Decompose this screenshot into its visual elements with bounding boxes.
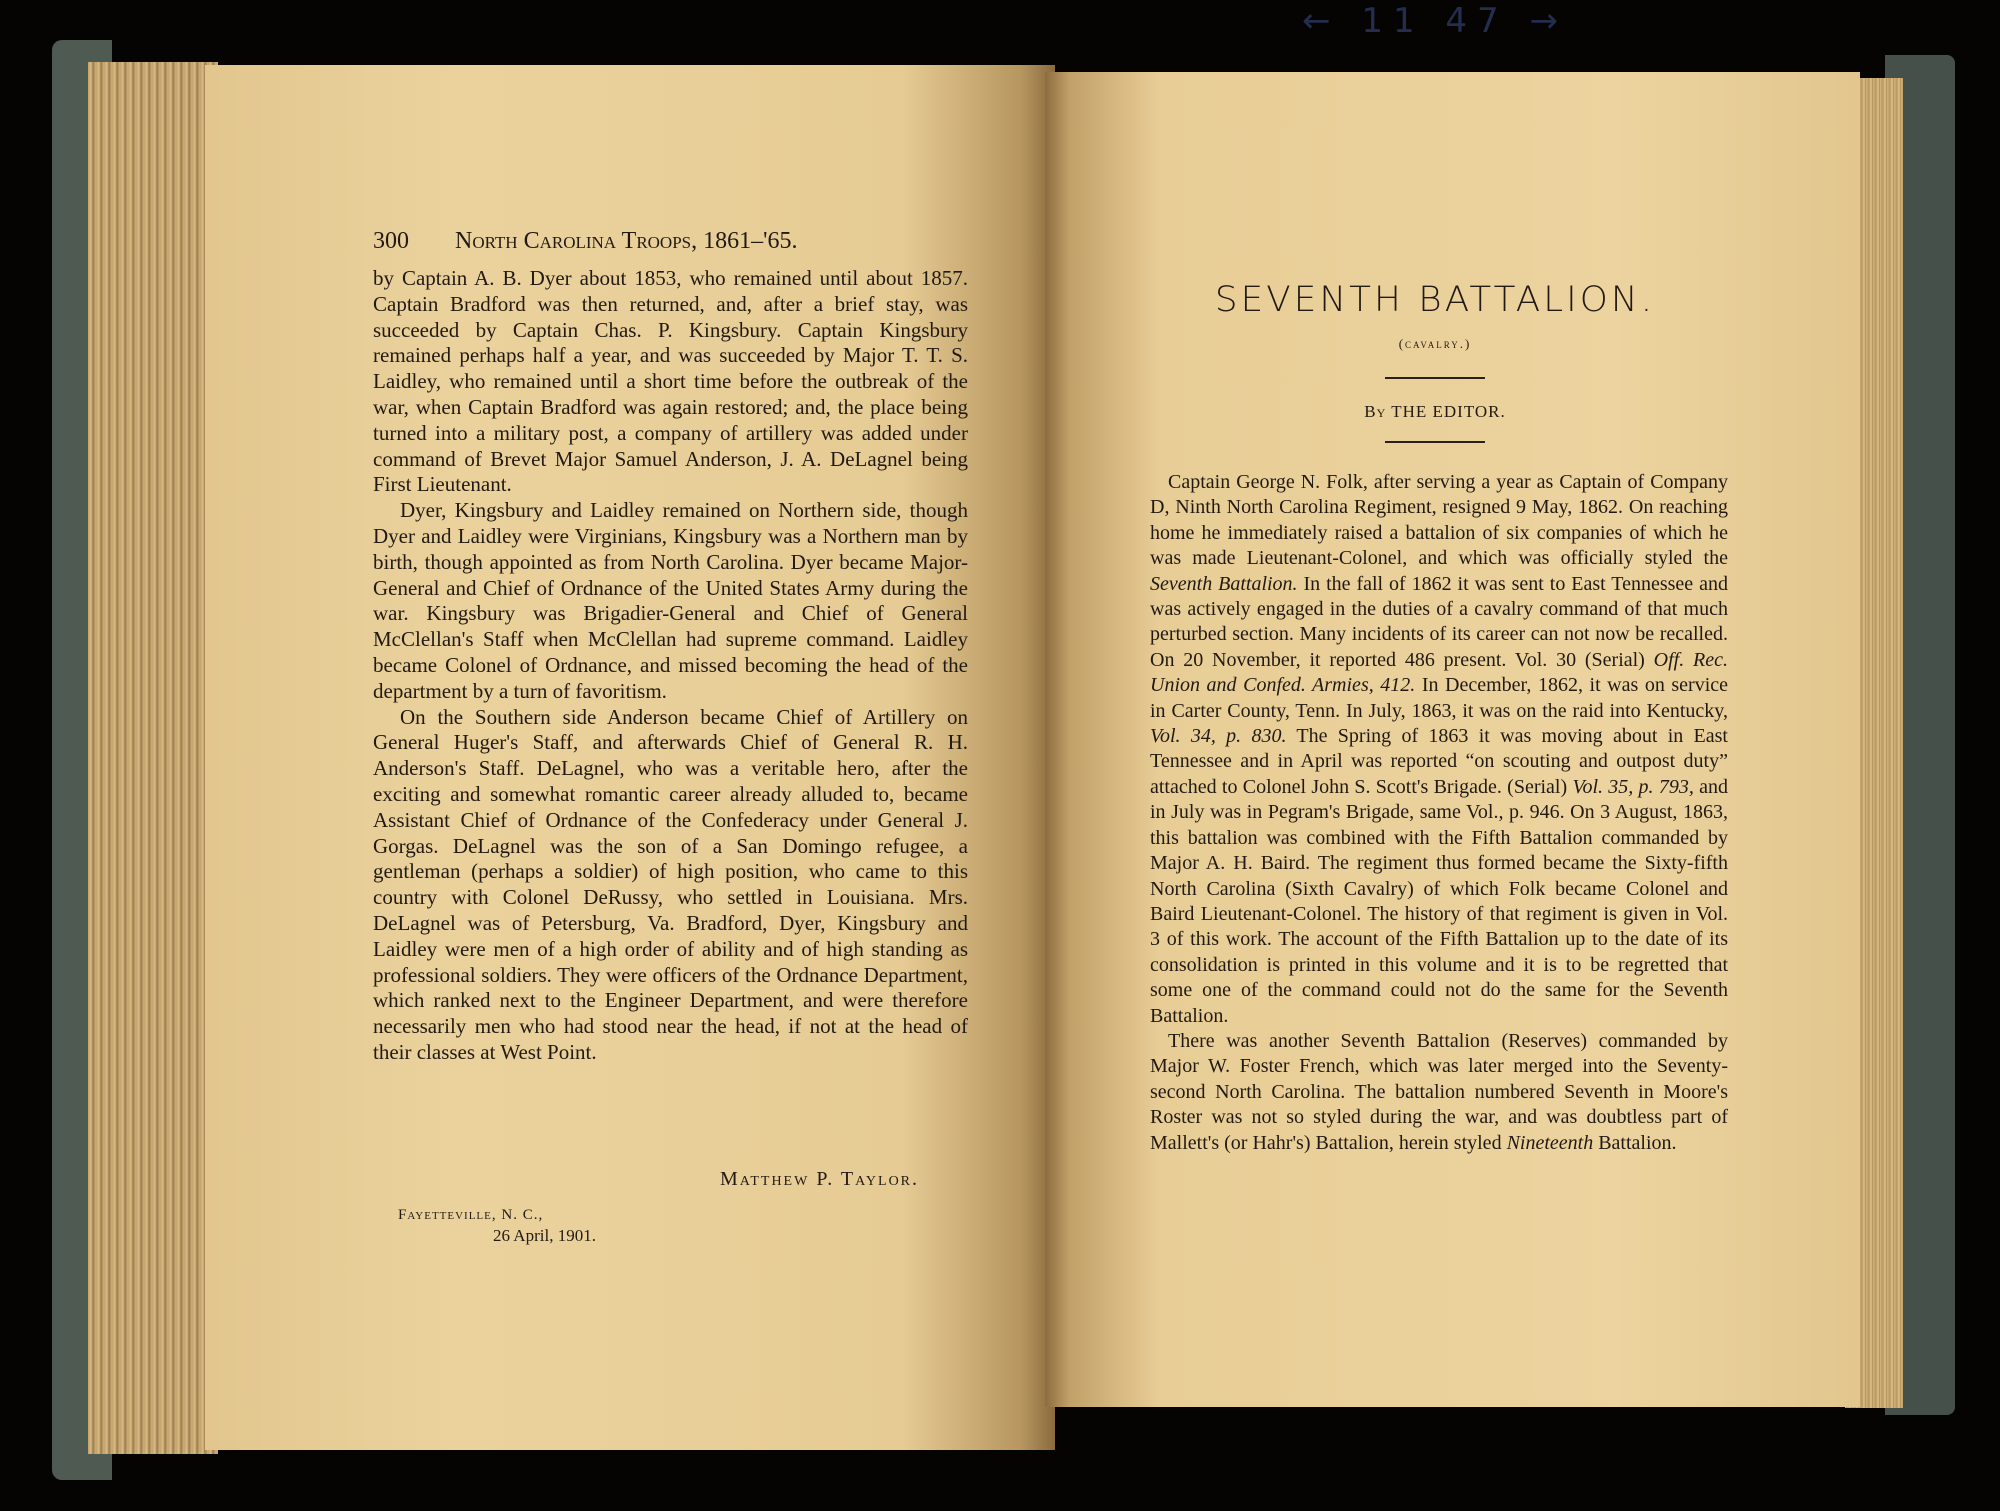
library-stamp: ← 11 47 → xyxy=(1302,1,1568,41)
left-paragraph-1: by Captain A. B. Dyer about 1853, who remained until about 1857. Captain Bradford was then returned, and, after a brief stay, was succeeded by Captain Chas. P. Kingsbury. Captain Kingsbury remained perhaps half a year, and was succeeded by Major T. T. S. Laidley, who remained until a short time before the outbreak of the war, when Captain Bradford was again restored; and, the place being turned into a military post, a company of artillery was added under command of Brevet Major Samuel Anderson, J. A. DeLagnel being First Lieutenant. xyxy=(373,266,968,497)
right-paragraph-1: Captain George N. Folk, after serving a year as Captain of Company D, Ninth North Carolina Regiment, resigned 9 May, 1862. On reaching home he immediately raised a battalion of six companies of which he was made Lieutenant-Colonel, and which was officially styled the Seventh Battalion. In the fall of 1862 it was sent to East Tennessee and was actively engaged in the duties of a cavalry command of that much perturbed section. Many incidents of its career can not now be recalled. On 20 November, it reported 486 present. Vol. 30 (Serial) Off. Rec. Union and Confed. Armies, 412. In December, 1862, it was on service in Carter County, Tenn. In July, 1863, it was on the raid into Kentucky, Vol. 34, p. 830. The Spring of 1863 it was moving about in East Tennessee and in April was reported “on scouting and outpost duty” attached to Colonel John S. Scott's Brigade. (Serial) Vol. 35, p. 793, and in July was in Pegram's Brigade, same Vol., p. 946. On 3 August, 1863, this battalion was combined with the Fifth Battalion commanded by Major A. H. Baird. The regiment thus formed became the Sixty-fifth North Carolina (Sixth Cavalry) of which Folk became Colonel and Baird Lieutenant-Colonel. The history of that regiment is given in Vol. 3 of this work. The account of the Fifth Battalion up to the date of its consolidation is printed in this volume and it is to be regretted that some one of the command could not do the same for the Seventh Battalion. xyxy=(1150,471,1729,1027)
right-paragraph-2: There was another Seventh Battalion (Reserves) commanded by Major W. Foster French, which was later merged into the Seventy-second North Carolina. The battalion numbered Seventh in Moore's Roster was not so styled during the war, and was doubtless part of Mallett's (or Hahr's) Battalion, herein styled Nineteenth Battalion. xyxy=(1150,1029,1728,1154)
page-number: 300 xyxy=(373,228,409,254)
signature-date: 26 April, 1901. xyxy=(493,1226,596,1245)
left-paragraph-3: On the Southern side Anderson became Chief of Artillery on General Huger's Staff, and afterwards Chief of General R. H. Anderson's Staff. DeLagnel, who was a veritable hero, after the exciting and somewhat romantic career already alluded to, became Assistant Chief of Ordnance of the Confederacy under General J. Gorgas. DeLagnel was the son of a San Domingo refugee, a gentleman (perhaps a soldier) of high position, who came to this country with Colonel DeRussy, who settled in Louisiana. Mrs. DeLagnel was of Petersburg, Va. Bradford, Dyer, Kingsbury and Laidley were men of a high order of ability and of high standing as professional soldiers. They were officers of the Ordnance Department, which ranked next to the Engineer Department, and were therefore necessarily men who had stood near the head, if not at the head of their classes at West Point. xyxy=(373,704,968,1064)
left-body-text xyxy=(373,266,968,1066)
title-rule-top xyxy=(1385,377,1485,379)
right-body-text xyxy=(1150,470,1728,1156)
byline xyxy=(1145,402,1725,422)
byline-prefix: By xyxy=(1364,402,1387,421)
running-head xyxy=(373,228,973,255)
signature-place: Fayetteville, N. C., xyxy=(398,1207,544,1223)
title-rule-bottom xyxy=(1385,441,1485,443)
author-signature: Matthew P. Taylor. xyxy=(720,1168,920,1190)
chapter-subtitle: (cavalry.) xyxy=(1398,336,1472,351)
left-paragraph-2: Dyer, Kingsbury and Laidley remained on Northern side, though Dyer and Laidley were Virginians, Kingsbury was a Northern man by birth, though appointed as from North Carolina. Dyer became Major-General and Chief of Ordnance of the United States Army during the war. Kingsbury was Brigadier-General and Chief of General McClellan's Staff when McClellan had supreme command. Laidley became Colonel of Ordnance, and missed becoming the head of the department by a turn of favoritism. xyxy=(373,498,968,703)
byline-name: THE EDITOR. xyxy=(1391,402,1506,421)
running-title: North Carolina Troops, 1861–'65. xyxy=(455,228,798,254)
page-edges-left xyxy=(88,62,218,1454)
chapter-title: SEVENTH BATTALION. xyxy=(1214,280,1656,320)
